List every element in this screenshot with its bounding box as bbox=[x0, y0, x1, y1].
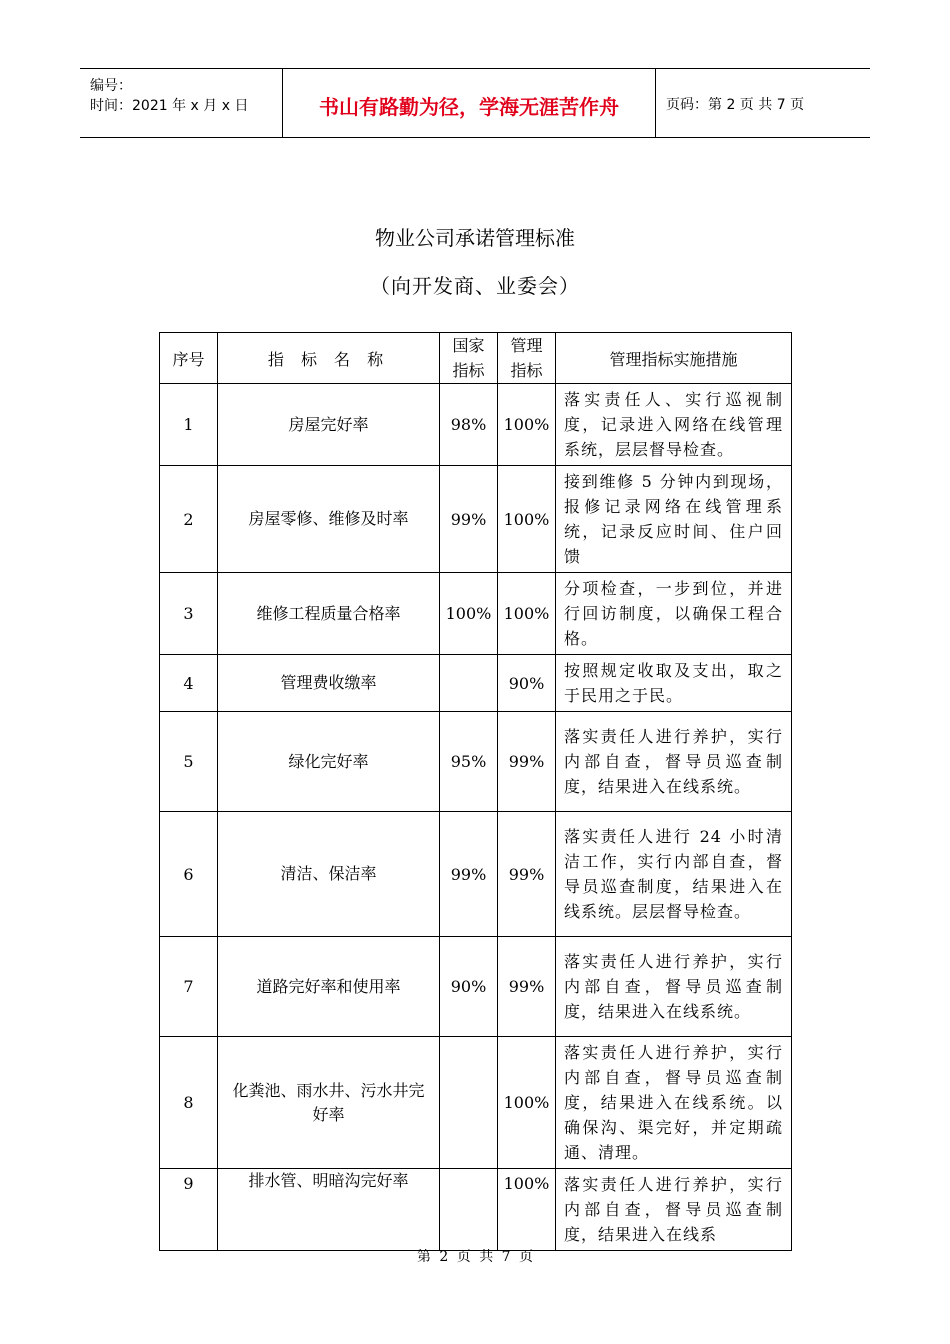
header-measures: 管理指标实施措施 bbox=[556, 333, 792, 384]
row-indicator-name: 房屋完好率 bbox=[218, 384, 440, 466]
row-management-standard: 100% bbox=[498, 1169, 556, 1251]
row-measures: 落实责任人进行养护，实行内部自查，督导员巡查制度，结果进入在线系 bbox=[556, 1169, 792, 1251]
header-national-line1: 国家 bbox=[452, 336, 485, 355]
row-national-standard: 90% bbox=[440, 937, 498, 1037]
standards-table bbox=[159, 332, 792, 1251]
row-indicator-name: 排水管、明暗沟完好率 bbox=[218, 1169, 440, 1251]
row-management-standard: 100% bbox=[498, 1037, 556, 1169]
header-mgmt-line2: 指标 bbox=[510, 361, 543, 380]
row-indicator-name: 管理费收缴率 bbox=[218, 655, 440, 712]
row-management-standard: 90% bbox=[498, 655, 556, 712]
row-management-standard: 100% bbox=[498, 384, 556, 466]
row-seq: 3 bbox=[160, 573, 218, 655]
header-national-standard bbox=[440, 333, 498, 384]
header-motto: 书山有路勤为径，学海无涯苦作舟 bbox=[319, 95, 619, 119]
row-measures: 落实责任人、实行巡视制度，记录进入网络在线管理系统，层层督导检查。 bbox=[556, 384, 792, 466]
row-national-standard: 99% bbox=[440, 812, 498, 937]
header-indicator-name: 指 标 名 称 bbox=[218, 333, 440, 384]
document-subtitle: （向开发商、业委会） bbox=[370, 274, 580, 298]
row-national-standard: 100% bbox=[440, 573, 498, 655]
table-row bbox=[160, 466, 792, 573]
row-measures: 按照规定收取及支出，取之于民用之于民。 bbox=[556, 655, 792, 712]
table-row bbox=[160, 1169, 792, 1251]
row-indicator-name: 维修工程质量合格率 bbox=[218, 573, 440, 655]
header-national-line2: 指标 bbox=[452, 361, 485, 380]
row-seq: 2 bbox=[160, 466, 218, 573]
header-seq: 序号 bbox=[160, 333, 218, 384]
row-management-standard: 100% bbox=[498, 573, 556, 655]
header-page-cell bbox=[656, 69, 870, 137]
document-title: 物业公司承诺管理标准 bbox=[375, 226, 575, 250]
table-row bbox=[160, 812, 792, 937]
row-measures: 分项检查，一步到位，并进行回访制度，以确保工程合格。 bbox=[556, 573, 792, 655]
document-date: 时间：2021 年 x 月 x 日 bbox=[90, 98, 249, 114]
row-seq: 8 bbox=[160, 1037, 218, 1169]
row-national-standard: 98% bbox=[440, 384, 498, 466]
header-mgmt-line1: 管理 bbox=[510, 336, 543, 355]
row-measures: 接到维修 5 分钟内到现场，报修记录网络在线管理系统，记录反应时间、住户回馈 bbox=[556, 466, 792, 573]
row-seq: 6 bbox=[160, 812, 218, 937]
row-indicator-name: 房屋零修、维修及时率 bbox=[218, 466, 440, 573]
row-seq: 7 bbox=[160, 937, 218, 1037]
row-management-standard: 99% bbox=[498, 937, 556, 1037]
row-national-standard: 95% bbox=[440, 712, 498, 812]
row-national-standard bbox=[440, 655, 498, 712]
row-seq: 1 bbox=[160, 384, 218, 466]
header-page-info: 页码：第 2 页 共 7 页 bbox=[666, 97, 805, 113]
header-motto-cell bbox=[283, 69, 656, 137]
header-meta-cell bbox=[80, 69, 283, 137]
row-seq: 9 bbox=[160, 1169, 218, 1251]
row-national-standard: 99% bbox=[440, 466, 498, 573]
row-management-standard: 99% bbox=[498, 712, 556, 812]
row-seq: 4 bbox=[160, 655, 218, 712]
page-header bbox=[80, 68, 870, 138]
row-measures: 落实责任人进行养护，实行内部自查，督导员巡查制度，结果进入在线系统。 bbox=[556, 712, 792, 812]
table-row bbox=[160, 384, 792, 466]
row-management-standard: 99% bbox=[498, 812, 556, 937]
row-measures: 落实责任人进行 24 小时清洁工作，实行内部自查，督导员巡查制度，结果进入在线系统。层层督导检查。 bbox=[556, 812, 792, 937]
row-national-standard bbox=[440, 1169, 498, 1251]
header-management-standard bbox=[498, 333, 556, 384]
row-indicator-name: 化粪池、雨水井、污水井完好率 bbox=[218, 1037, 440, 1169]
row-seq: 5 bbox=[160, 712, 218, 812]
row-indicator-name: 绿化完好率 bbox=[218, 712, 440, 812]
row-national-standard bbox=[440, 1037, 498, 1169]
page-footer: 第 2 页 共 7 页 bbox=[416, 1249, 534, 1265]
table-row bbox=[160, 655, 792, 712]
row-measures: 落实责任人进行养护，实行内部自查，督导员巡查制度，结果进入在线系统。以确保沟、渠完好，并定期疏通、清理。 bbox=[556, 1037, 792, 1169]
table-row bbox=[160, 1037, 792, 1169]
row-management-standard: 100% bbox=[498, 466, 556, 573]
table-header-row bbox=[160, 333, 792, 384]
row-indicator-name: 清洁、保洁率 bbox=[218, 812, 440, 937]
table-row bbox=[160, 712, 792, 812]
document-number-label: 编号： bbox=[90, 78, 132, 94]
row-measures: 落实责任人进行养护，实行内部自查，督导员巡查制度，结果进入在线系统。 bbox=[556, 937, 792, 1037]
row-indicator-name: 道路完好率和使用率 bbox=[218, 937, 440, 1037]
table-row bbox=[160, 937, 792, 1037]
table-row bbox=[160, 573, 792, 655]
